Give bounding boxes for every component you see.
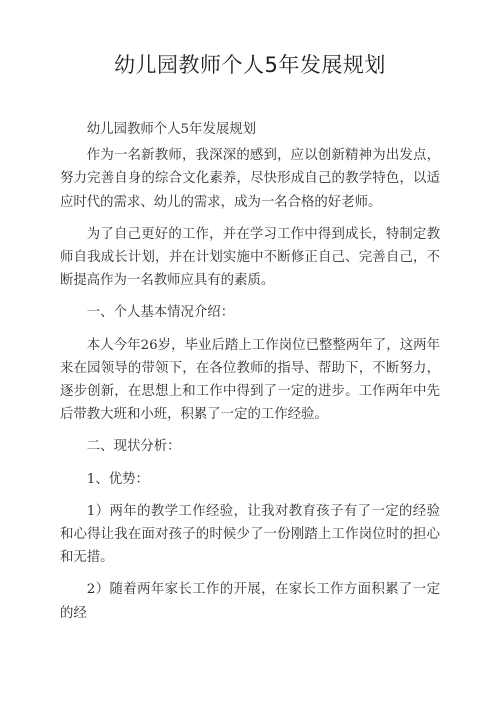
- document-title: 幼儿园教师个人5年发展规划: [114, 53, 386, 77]
- advantage-item-2: 2）随着两年家长工作的开展，在家长工作方面积累了一定的经: [60, 582, 440, 621]
- document-body: [60, 118, 440, 634]
- intro-paragraph: 作为一名新教师，我深深的感到，应以创新精神为出发点，努力完善自身的综合文化素养，尽快形成自己的教学特色，以适应时代的需求、幼儿的需求，成为一名合格的好老师。: [60, 148, 440, 210]
- section-heading-basic-info: 一、个人基本情况介绍：: [86, 305, 235, 321]
- subheading-advantages: 1、优势：: [86, 471, 149, 487]
- plan-purpose-paragraph: 为了自己更好的工作，并在学习工作中得到成长，特制定教师自我成长计划，并在计划实施中不断修正自己、完善自己，不断提高作为一名教师应具有的素质。: [60, 226, 440, 289]
- basic-info-paragraph: 本人今年26岁，毕业后踏上工作岗位已整整两年了，这两年来在园领导的带领下，在各位教师的指导、帮助下，不断努力，逐步创新，在思想上和工作中得到了一定的进步。工作两年中先后带教大班和小班，积累了一定的工作经验。: [60, 337, 440, 423]
- section-heading-analysis: 二、现状分析：: [86, 439, 181, 455]
- subtitle-paragraph: 幼儿园教师个人5年发展规划: [86, 122, 257, 137]
- advantage-item-1: 1）两年的教学工作经验，让我对教育孩子有了一定的经验和心得让我在面对孩子的时候少了一份刚踏上工作岗位时的担心和无措。: [60, 503, 440, 566]
